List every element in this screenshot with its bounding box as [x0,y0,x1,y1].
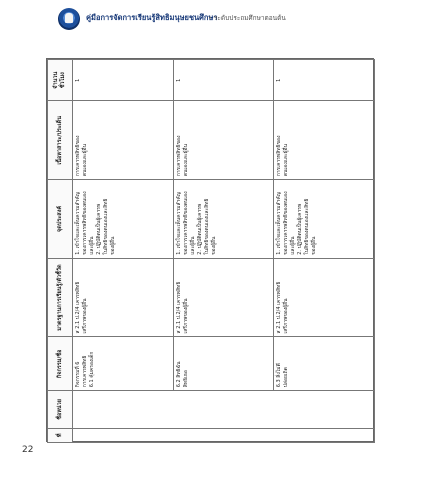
objective-line: ของผู้อื่น [210,236,217,255]
page-number: 22 [22,445,34,455]
activity-line: กิจกรรมที่ 6 [75,361,81,388]
header-standard: มาตรฐานการเรียนรู้/ตัวชี้วัด [48,258,73,337]
cell-objective [274,180,375,259]
objective-line: และผู้อื่น [290,236,297,255]
header-content: เนื้อหาสาระ/ประเด็น [48,101,73,180]
objective-line: ในสิทธิของตนเองและสิทธิ [203,198,210,255]
rotated-table-container [47,59,375,443]
objective-line: และผู้อื่น [189,236,196,255]
objective-line: ในสิทธิของตนเองและสิทธิ [304,198,311,255]
table-row [73,60,174,443]
header-subtitle: • ระดับประถมศึกษาตอนต้น [208,14,286,22]
content-line: การเคารพสิทธิของ [175,135,182,177]
cell-content [73,101,174,180]
cell-standard [173,258,274,337]
header-title: คู่มือการจัดการเรียนรู้สิทธิมนุษยชนศึกษา [86,13,218,22]
cell-hours: 1 [173,60,274,101]
objective-line: ของผู้อื่น [110,236,116,255]
cell-activity [173,337,274,391]
activity-line: การเคารพสิทธิ [82,355,88,388]
content-line: การเคารพสิทธิของ [75,135,81,177]
activity-line: 6.2 สิทธิฉัน [175,361,182,388]
cell-standard [73,258,174,337]
objective-line: 1. เข้าใจและเห็นความสำคัญ [276,192,283,255]
standard-line: ส 2.1 ป.2/4 เคารพสิทธิ [175,281,182,334]
cell-objective [173,180,274,259]
content-line: ตนเองและผู้อื่น [82,143,88,177]
header-hours: จำนวน ชั่วโมง [48,60,73,101]
objective-line: ของผู้อื่น [311,236,318,255]
page-header [58,6,388,34]
header-activity: กิจกรรม/ชื่อ [48,337,73,391]
objective-line: 2. ปฏิบัติตนเป็นผู้เคารพ [196,203,203,255]
content-line: ตนเองและผู้อื่น [283,143,290,177]
objective-line: ของการเคารพสิทธิของตนเอง [283,191,290,255]
activity-line: 6.3 สิ่งไม่ดี [276,363,283,388]
standard-line: ส 2.1 ป.2/4 เคารพสิทธิ [75,281,81,334]
objective-line: 2. ปฏิบัติตนเป็นผู้เคารพ [96,203,102,255]
header-no: ที่ [48,428,73,442]
cell-hours: 1 [73,60,174,101]
cell-hours: 1 [274,60,375,101]
table-header-row [48,60,73,443]
objective-line: 2. ปฏิบัติตนเป็นผู้เคารพ [297,203,304,255]
content-line: การเคารพสิทธิของ [276,135,283,177]
standard-line: เสรีภาพของผู้อื่น [283,298,290,334]
cell-activity [73,337,174,391]
activity-line: สิทธิเธอ [182,370,189,388]
curriculum-table-frame [46,58,374,442]
content-line: ตนเองและผู้อื่น [182,143,189,177]
objective-line: ของการเคารพสิทธิของตนเอง [82,191,88,255]
header-unit: ชื่อหน่วย [48,391,73,428]
standard-line: เสรีภาพของผู้อื่น [82,298,88,334]
cell-no [73,428,375,442]
table-row [274,60,375,443]
activity-line: 6.1 คุ้มครองเด็ก [89,351,95,388]
objective-line: 1. เข้าใจและเห็นความสำคัญ [175,192,182,255]
cell-standard [274,258,375,337]
objective-line: และผู้อื่น [89,236,95,255]
organization-logo-icon [58,8,80,30]
table-row [173,60,274,443]
cell-unit [73,391,375,428]
standard-line: ส 2.1 ป.2/4 เคารพสิทธิ [276,281,283,334]
cell-objective [73,180,174,259]
header-objective: จุดประสงค์ [48,180,73,259]
cell-content [173,101,274,180]
objective-line: ของการเคารพสิทธิของตนเอง [182,191,189,255]
standard-line: เสรีภาพของผู้อื่น [182,298,189,334]
objective-line: ในสิทธิของตนเองและสิทธิ [103,198,109,255]
cell-activity [274,337,375,391]
cell-content [274,101,375,180]
curriculum-table [47,59,375,443]
activity-line: ปล่อยเถิด [283,367,290,388]
objective-line: 1. เข้าใจและเห็นความสำคัญ [75,192,81,255]
